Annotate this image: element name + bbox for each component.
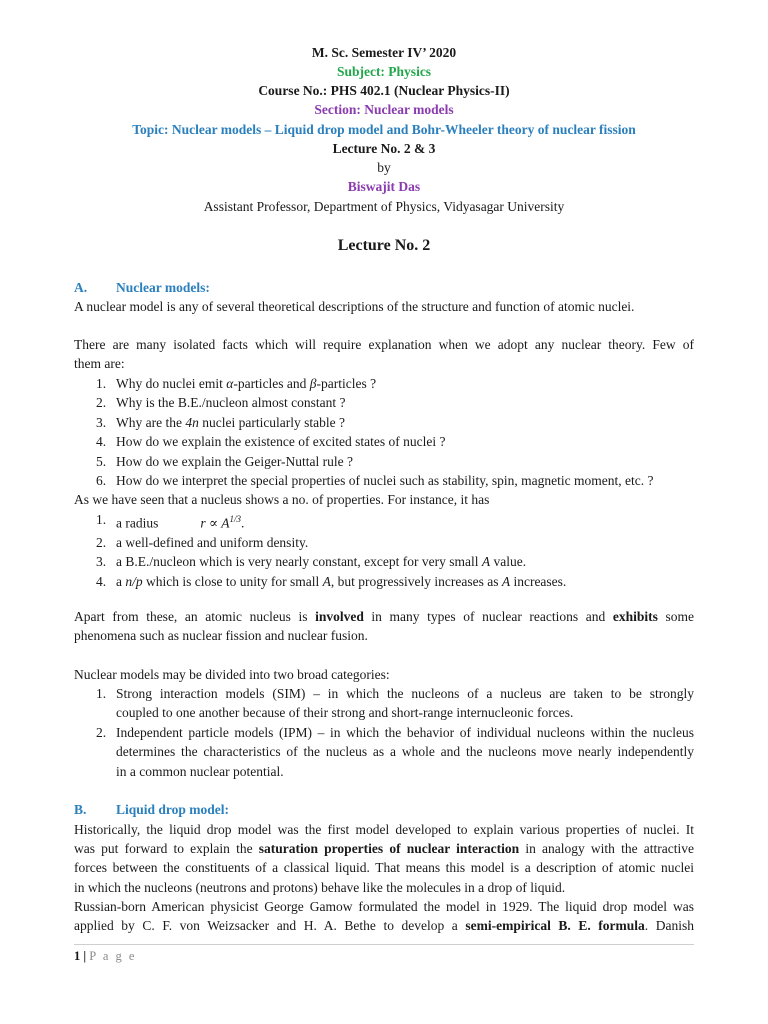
- lecture-title: Lecture No. 2: [337, 237, 431, 254]
- properties-intro: As we have seen that a nucleus shows a no. of properties. For instance, it has: [74, 492, 490, 507]
- liquid-drop-p1-line1: Historically, the liquid drop model was the first model developed to explain various properties of nuclei. It: [74, 822, 694, 837]
- properties-list: [74, 510, 694, 591]
- list-item: 1. a radius $r \propto A^{1/3}$.: [96, 512, 245, 531]
- liquid-drop-p1-line2: was put forward to explain the saturation properties of nuclear interaction in analogy with the attractive: [74, 841, 694, 856]
- page-number: 1: [74, 949, 81, 963]
- list-item: 2. a well-defined and uniform density.: [96, 534, 309, 550]
- subject-line: Subject: Physics: [336, 64, 432, 79]
- list-item: 6. How do we interpret the special properties of nuclei such as stability, spin, magnetic moment, etc. ?: [96, 473, 654, 489]
- page-label: P a g e: [89, 949, 137, 963]
- topic-line: Topic: Nuclear models – Liquid drop model and Bohr-Wheeler theory of nuclear fission: [132, 122, 636, 137]
- author-affiliation: Assistant Professor, Department of Physics, Vidyasagar University: [203, 199, 565, 214]
- facts-paragraph-line1: There are many isolated facts which will require explanation when we adopt any nuclear theory. Few of: [74, 337, 694, 352]
- liquid-drop-p2-line1: Russian-born American physicist George Gamow formulated the model in 1929. The liquid drop model was: [74, 899, 694, 914]
- list-item: 2. Independent particle models (IPM) – in which the behavior of individual nucleons within the nucleus determines the characteristics of the nucleus as a whole and the nucleons move nearly independently in a common nuclear potential.: [96, 724, 694, 779]
- questions-list: [74, 374, 694, 490]
- list-item: 2. Why is the B.E./nucleon almost constant ?: [96, 395, 346, 411]
- section-b-heading: [74, 800, 229, 819]
- section-b-title: Liquid drop model:: [116, 802, 230, 817]
- list-item: 1. Strong interaction models (SIM) – in which the nucleons of a nucleus are taken to be strongly coupled to one another because of their strong and short-range internucleonic forces.: [96, 686, 694, 721]
- section-b-letter: B.: [74, 802, 87, 817]
- liquid-drop-p1-line4: in which the nucleons (neutrons and protons) behave like the molecules in a drop of liquid.: [74, 880, 566, 895]
- radius-formula: r ∝ A: [200, 515, 230, 531]
- categories-list: [74, 684, 694, 781]
- section-a-title: Nuclear models:: [116, 280, 210, 295]
- apart-paragraph-line1: Apart from these, an atomic nucleus is involved in many types of nuclear reactions and exhibits some: [74, 609, 694, 624]
- section-a-letter: A.: [74, 280, 88, 295]
- author-name: Biswajit Das: [347, 179, 421, 194]
- section-line: Section: Nuclear models: [314, 102, 454, 117]
- lecture-numbers: Lecture No. 2 & 3: [332, 141, 436, 156]
- list-item: 4. How do we explain the existence of excited states of nuclei ?: [96, 434, 446, 450]
- page-footer: 1 | P a g e: [74, 949, 137, 963]
- beta-symbol: β: [309, 376, 317, 391]
- footer-divider: [74, 944, 694, 945]
- course-line: Course No.: PHS 402.1 (Nuclear Physics-II): [258, 83, 510, 98]
- apart-paragraph-line2: phenomena such as nuclear fission and nuclear fusion.: [74, 628, 368, 643]
- semester-line: M. Sc. Semester IV’ 2020: [311, 45, 457, 60]
- facts-paragraph-line2: them are:: [74, 356, 125, 371]
- list-item: 3. a B.E./nucleon which is very nearly constant, except for very small A value.: [96, 554, 527, 570]
- list-item: 1. Why do nuclei emit α-particles and β-particles ?: [96, 376, 377, 391]
- section-a-heading: [74, 278, 210, 297]
- nuclear-model-definition: A nuclear model is any of several theoretical descriptions of the structure and function of atomic nuclei.: [74, 299, 635, 314]
- by-line: by: [377, 160, 391, 175]
- alpha-symbol: α: [226, 376, 234, 391]
- liquid-drop-p2-line2: applied by C. F. von Weizsacker and H. A. Bethe to develop a semi-empirical B. E. formula. Danish: [74, 918, 694, 933]
- liquid-drop-p1-line3: forces between the constituents of a classical liquid. That means this model is a description of atomic nuclei: [74, 860, 694, 875]
- list-item: 5. How do we explain the Geiger-Nuttal rule ?: [96, 453, 354, 469]
- categories-intro: Nuclear models may be divided into two broad categories:: [74, 667, 390, 682]
- list-item: 3. Why are the 4n nuclei particularly stable ?: [96, 414, 346, 430]
- list-item: 4. a n/p which is close to unity for small A, but progressively increases as A increases.: [96, 573, 567, 589]
